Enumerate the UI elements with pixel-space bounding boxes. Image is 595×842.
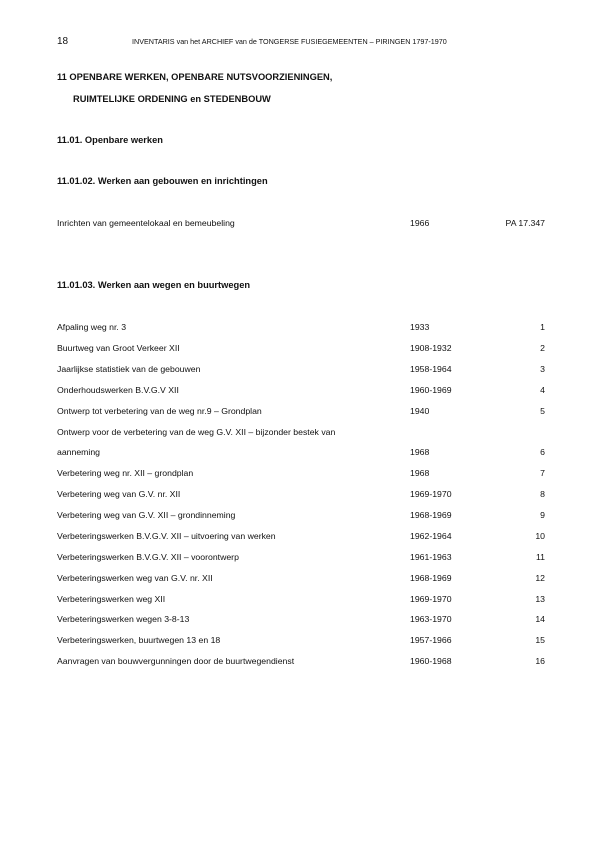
- entry-date: 1933: [410, 322, 430, 332]
- page-number: 18: [57, 36, 69, 47]
- entry-title-continuation: aanneming: [57, 447, 100, 457]
- section-heading-11-01-02: 11.01.02. Werken aan gebouwen en inrichtingen: [57, 176, 268, 186]
- entry-title: Aanvragen van bouwvergunningen door de buurtwegendienst: [57, 656, 295, 666]
- section-heading-11-01: 11.01. Openbare werken: [57, 135, 163, 145]
- entry-date: 1963-1970: [410, 614, 452, 624]
- entry-number: 13: [535, 594, 545, 604]
- entry-number: 14: [535, 614, 545, 624]
- entry-number: 3: [540, 364, 545, 374]
- entry-title: Onderhoudswerken B.V.G.V XII: [57, 385, 179, 395]
- entry-date: 1908-1932: [410, 343, 452, 353]
- entry-date: 1968-1969: [410, 573, 452, 583]
- entry-title: Ontwerp tot verbetering van de weg nr.9 – Grondplan: [57, 406, 262, 416]
- entry-number: 1: [540, 322, 545, 332]
- entry-title: Buurtweg van Groot Verkeer XII: [57, 343, 180, 353]
- entry-title: Verbeteringswerken, buurtwegen 13 en 18: [57, 635, 221, 645]
- entry-title: Verbeteringswerken B.V.G.V. XII – voorontwerp: [57, 552, 239, 562]
- entry-number: 10: [535, 531, 545, 541]
- entry-number: 7: [540, 468, 545, 478]
- entry-number: PA 17.347: [505, 218, 545, 228]
- entry-number: 9: [540, 510, 545, 520]
- entry-number: 5: [540, 406, 545, 416]
- section-heading-11-01-03: 11.01.03. Werken aan wegen en buurtwegen: [57, 280, 251, 290]
- entry-title: Verbeteringswerken wegen 3-8-13: [57, 614, 190, 624]
- entry-number: 12: [535, 573, 545, 583]
- entry-date: 1969-1970: [410, 594, 452, 604]
- entry-title: Inrichten van gemeentelokaal en bemeubeling: [57, 218, 235, 228]
- entry-number: 16: [535, 656, 545, 666]
- entry-title: Ontwerp voor de verbetering van de weg G.V. XII – bijzonder bestek van: [57, 427, 336, 437]
- entry-title: Verbeteringswerken weg van G.V. nr. XII: [57, 573, 213, 583]
- entry-title: Jaarlijkse statistiek van de gebouwen: [57, 364, 201, 374]
- entry-date: 1962-1964: [410, 531, 452, 541]
- entry-date: 1960-1968: [410, 656, 452, 666]
- entry-date: 1969-1970: [410, 489, 452, 499]
- entry-number: 11: [535, 552, 545, 562]
- entry-date: 1968: [410, 447, 430, 457]
- entry-title: Verbetering weg nr. XII – grondplan: [57, 468, 194, 478]
- entry-date: 1966: [410, 218, 430, 228]
- chapter-heading-line1: 11 OPENBARE WERKEN, OPENBARE NUTSVOORZIENINGEN,: [57, 72, 333, 82]
- chapter-heading-line2: RUIMTELIJKE ORDENING en STEDENBOUW: [73, 94, 271, 104]
- entry-date: 1940: [410, 406, 430, 416]
- entry-number: 4: [540, 385, 545, 395]
- entry-title: Verbetering weg van G.V. nr. XII: [57, 489, 181, 499]
- entry-title: Verbeteringswerken weg XII: [57, 594, 166, 604]
- entry-number: 2: [540, 343, 545, 353]
- entry-date: 1968-1969: [410, 510, 452, 520]
- entry-title: Verbeteringswerken B.V.G.V. XII – uitvoering van werken: [57, 531, 276, 541]
- entry-date: 1960-1969: [410, 385, 452, 395]
- entry-title: Verbetering weg van G.V. XII – grondinneming: [57, 510, 236, 520]
- entry-date: 1968: [410, 468, 430, 478]
- entry-number: 15: [535, 635, 545, 645]
- entry-title: Afpaling weg nr. 3: [57, 322, 127, 332]
- entry-date: 1957-1966: [410, 635, 452, 645]
- running-header: INVENTARIS van het ARCHIEF van de TONGERSE FUSIEGEMEENTEN – PIRINGEN 1797-1970: [132, 37, 447, 46]
- entry-number: 8: [540, 489, 545, 499]
- entry-number: 6: [540, 447, 545, 457]
- entry-date: 1958-1964: [410, 364, 452, 374]
- entry-date: 1961-1963: [410, 552, 452, 562]
